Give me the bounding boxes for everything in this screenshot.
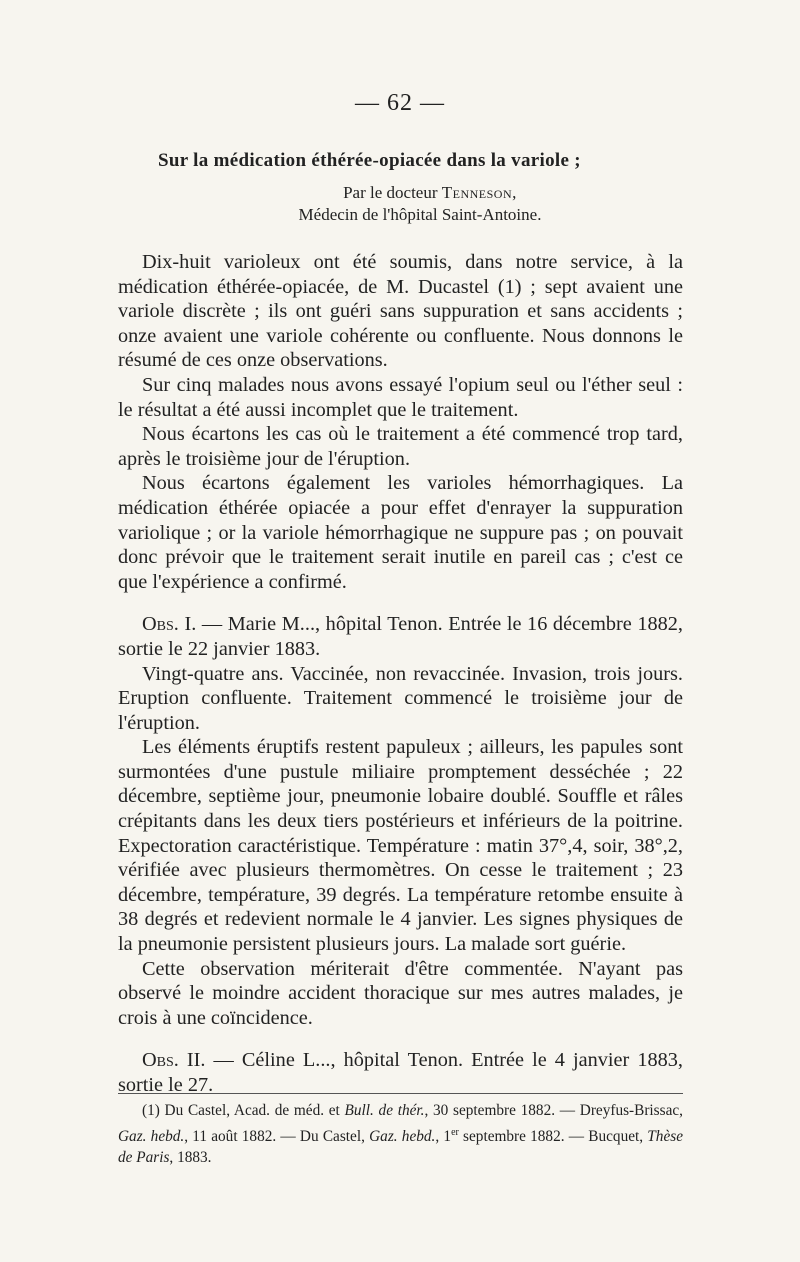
paragraph-late-cases: Nous écartons les cas où le traitement a été commencé trop tard, après le troisième jour de l'éruption. xyxy=(118,423,683,470)
article-title: Sur la médication éthérée-opiacée dans la variole ; xyxy=(158,150,581,171)
footnote-journal: Bull. de thér. xyxy=(344,1102,425,1119)
footnote-text: Du Castel, Acad. de méd. et xyxy=(159,1102,345,1119)
footnote-marker: (1) xyxy=(142,1102,160,1119)
footnote-divider xyxy=(118,1093,683,1094)
paragraph-opium: Sur cinq malades nous avons essayé l'opium seul ou l'éther seul : le résultat a été aussi incomplet que le traitement. xyxy=(118,373,683,421)
footnote-text: septembre 1882. — Bucquet, xyxy=(458,1127,648,1145)
spacer xyxy=(118,1030,683,1048)
observation-1-paragraph: Vingt-quatre ans. Vaccinée, non revaccinée. Invasion, trois jours. Eruption confluente. Traitement commencé le troisième jour de l'éruption. xyxy=(118,662,683,734)
footnote-superscript: er xyxy=(451,1126,459,1138)
footnote-text: , 1883. xyxy=(169,1149,212,1167)
observation-1-label: Obs. I. xyxy=(142,613,197,636)
observation-1-heading xyxy=(118,612,683,661)
spacer xyxy=(118,594,683,612)
author-byline xyxy=(30,183,800,203)
observation-2-heading xyxy=(118,1048,683,1097)
footnote-text: , 11 août 1882. — Du Castel, xyxy=(184,1127,370,1145)
observation-1-paragraph: Cette observation mériterait d'être commentée. N'ayant pas observé le moindre accident thoracique sur mes autres malades, je crois à une coïncidence. xyxy=(118,957,683,1029)
paragraph-hemorrhagic: Nous écartons également les varioles hémorrhagiques. La médication éthérée opiacée a pour effet d'enrayer la suppuration variolique ; or la variole hémorrhagique ne suppure pas ; on pouvait donc prévoir que le traitement serait inutile en pareil cas ; c'est ce que l'expérience a confirmé. xyxy=(118,472,683,593)
observation-2-label: Obs. II. xyxy=(142,1049,206,1072)
paragraph-intro: Dix-huit varioleux ont été soumis, dans notre service, à la médication éthérée-opiacée, de M. Ducastel (1) ; sept avaient une variole discrète ; ils ont guéri sans suppuration et sans accidents ; onze avaient une variole cohérente ou confluente. Nous donnons le résumé de ces onze observations. xyxy=(118,251,683,372)
observation-1-summary: — Marie M..., hôpital Tenon. Entrée le 16 décembre 1882, sortie le 22 janvier 1883. xyxy=(118,613,683,660)
observation-1-paragraph: Les éléments éruptifs restent papuleux ; ailleurs, les papules sont surmontées d'une pustule miliaire promptement desséchée ; 22 décembre, septième jour, pneumonie lobaire doublé. Souffle et râles crépitants dans les deux tiers postérieurs et inférieurs de la poitrine. Expectoration caractéristique. Température : matin 37°,4, soir, 38°,2, vérifiée avec plusieurs thermomètres. On cesse le traitement ; 23 décembre, température, 39 degrés. La température retombe ensuite à 38 degrés et redevient normale le 4 janvier. Les signes physiques de la pneumonie persistent plusieurs jours. La malade sort guérie. xyxy=(118,736,683,956)
author-prefix: Par le docteur xyxy=(343,183,442,202)
footnote-journal: Gaz. hebd. xyxy=(118,1127,185,1145)
author-name: Tenneson, xyxy=(441,183,517,202)
page-number: — 62 — xyxy=(355,90,445,116)
footnote-text: , 30 septembre 1882. — Dreyfus-Brissac, xyxy=(424,1102,683,1119)
observation-2-summary: — Céline L..., hôpital Tenon. Entrée le 4 janvier 1883, sortie le 27. xyxy=(118,1049,683,1096)
author-affiliation: Médecin de l'hôpital Saint-Antoine. xyxy=(298,205,542,224)
article-body xyxy=(118,250,683,1098)
footnote-journal: Gaz. hebd. xyxy=(369,1127,436,1145)
footnote-journal: Thèse de Paris xyxy=(118,1127,683,1167)
footnote-text: , 1 xyxy=(435,1127,452,1145)
footnote xyxy=(118,1100,683,1169)
